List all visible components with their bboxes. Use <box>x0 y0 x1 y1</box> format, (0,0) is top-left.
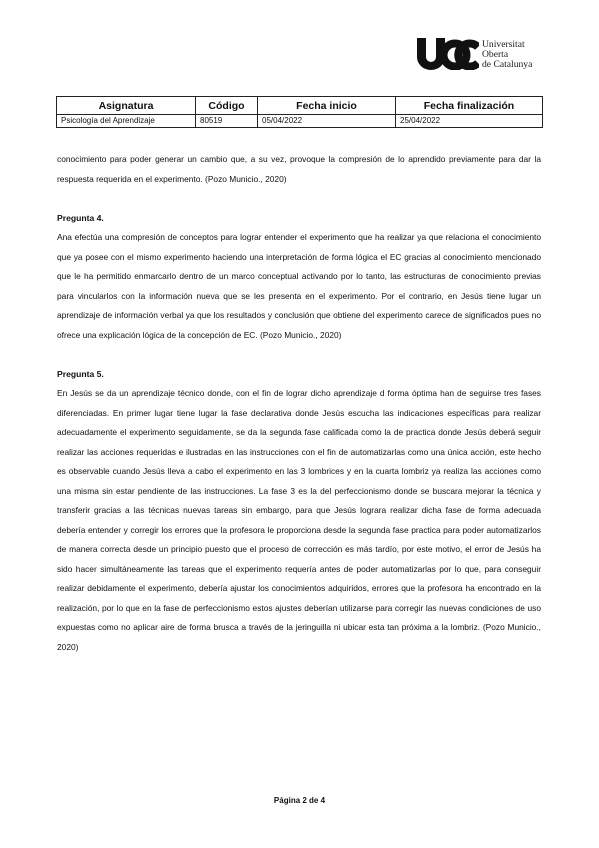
question-4-heading: Pregunta 4. <box>57 212 104 223</box>
question-5-heading: Pregunta 5. <box>57 368 104 379</box>
logo-line-3: de Catalunya <box>482 59 533 70</box>
document-body <box>57 150 541 657</box>
course-info-table <box>56 96 543 128</box>
course-info-value-row <box>57 115 543 128</box>
uoc-logo <box>417 38 542 84</box>
uoc-logo-wordmark <box>482 40 532 70</box>
question-4-answer: Ana efectúa una compresión de conceptos para lograr entender el experimento que ha realizar ya que relaciona el conocimiento que ya posee con el mismo experimento haciendo una interpretación de forma lógica el EC gracias al conocimiento mencionado que le ha permitido enmarcarlo dentro de un marco conceptual activando por lo tanto, las estructuras de conocimiento previas para vincularlos con la información nueva que se les presenta en el experimento. Por el contrario, en Jesús tiene lugar un aprendizaje de información verbal ya que los resultados y conclusión que obtiene del experimento carece de significados pues no ofrece una explicación lógica de la concepción de EC. (Pozo Municio., 2020) <box>57 232 541 340</box>
intro-paragraph: conocimiento para poder generar un cambio que, a su vez, provoque la compresión de lo aprendido previamente para dar la respuesta requerida en el experimento. (Pozo Municio., 2020) <box>57 154 541 184</box>
question-5-answer: En Jesús se da un aprendizaje técnico donde, con el fin de lograr dicho aprendizaje d forma óptima han de seguirse tres fases diferenciadas. En primer lugar tiene lugar la fase declarativa donde Jesús escucha las indicaciones específicas para realizar adecuadamente el experimento seguidamente, se da la segunda fase calificada como la de practica donde Jesús deberá seguir realizar las acciones requeridas e ilustradas en las instrucciones con el fin de automatizarlas como una única acción, este hecho es observable cuando Jesús lleva a cabo el experimento en las 3 lombrices y en la cuarta lombriz ya realiza las acciones como una misma sin estar pendiente de las instrucciones. La fase 3 es la del perfeccionismo donde se buscara mejorar la técnica y transferir gracias a las técnicas nuevas tareas sin embargo, para que Jesús lograra realizar dicha fase de forma adecuada debería entender y corregir los errores que la profesora le proporciona desde la segunda fase practica para poder automatizarlos de manera correcta desde un principio puesto que el proceso de corrección es más tardío, por este motivo, el error de Jesús ha sido hacer simultáneamente las tareas que el experimento requería antes de poder automatizarlas por lo que, para conseguir realizar debidamente el experimento, debería ajustar los conocimientos adquiridos, errores que la profesora ha encontrado en la realización, por lo que en la fase de perfeccionismo estos ajustes deberían utilizarse para corregir las nuevas condiciones de uso expuestas como no aplicar aire de forma brusca a través de la jeringuilla ni ubicar esta tan próxima a la lombriz. (Pozo Municio., 2020) <box>57 388 541 652</box>
header-codigo: Código <box>196 97 258 115</box>
value-fecha-inicio: 05/04/2022 <box>258 115 396 128</box>
uoc-logo-mark <box>417 38 479 70</box>
value-codigo: 80519 <box>196 115 258 128</box>
page-number: Página 2 de 4 <box>273 796 326 805</box>
value-fecha-finalizacion: 25/04/2022 <box>396 115 543 128</box>
header-fecha-inicio: Fecha inicio <box>258 97 396 115</box>
logo-line-1: Universitat <box>482 39 525 50</box>
course-info-header-row <box>57 97 543 115</box>
header-asignatura: Asignatura <box>57 97 196 115</box>
logo-line-2: Oberta <box>482 49 509 60</box>
value-asignatura: Psicología del Aprendizaje <box>57 115 196 128</box>
header-fecha-finalizacion: Fecha finalización <box>396 97 543 115</box>
